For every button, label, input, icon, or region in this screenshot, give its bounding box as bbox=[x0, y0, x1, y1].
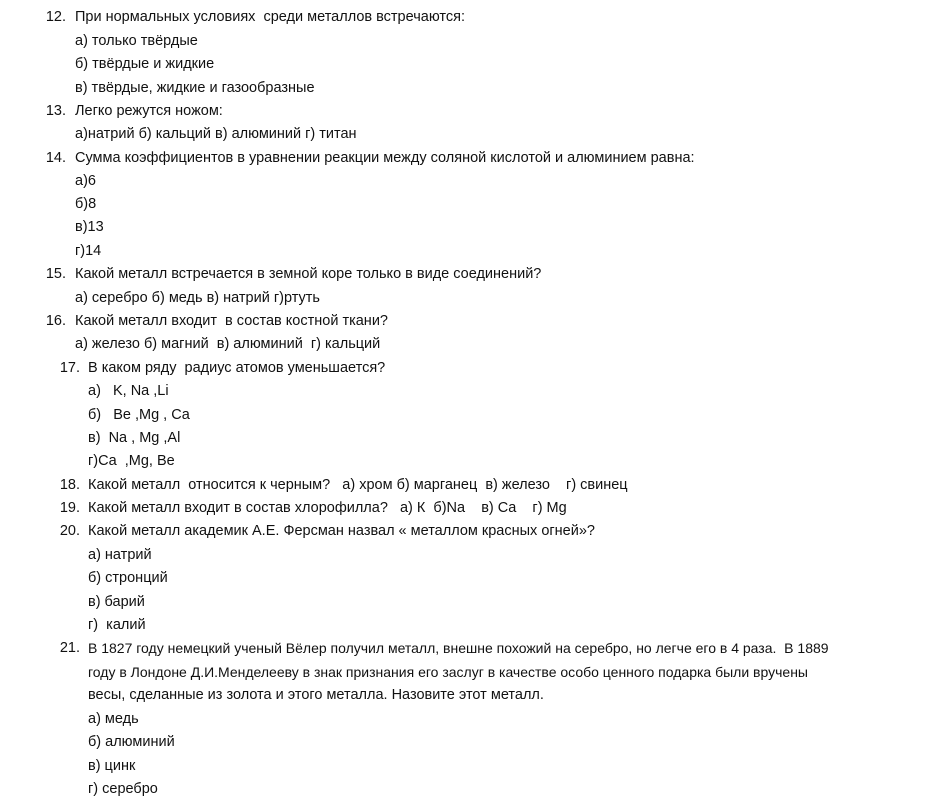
question-number: 14. bbox=[45, 150, 66, 166]
answer-option: в)13 bbox=[75, 219, 104, 235]
answer-option: б) стронций bbox=[88, 570, 168, 586]
question-number: 13. bbox=[45, 103, 66, 119]
answer-option: в) Na , Mg ,Al bbox=[88, 430, 181, 446]
question-number: 21. bbox=[59, 640, 80, 656]
answer-option: г)Ca ,Mg, Be bbox=[88, 453, 175, 469]
answer-option: г) калий bbox=[88, 617, 146, 633]
question-text: Легко режутся ножом: bbox=[75, 103, 223, 119]
answer-option: б) алюминий bbox=[88, 734, 175, 750]
question-text: Сумма коэффициентов в уравнении реакции между соляной кислотой и алюминием равна: bbox=[75, 150, 695, 166]
answer-option: б)8 bbox=[75, 196, 97, 212]
answer-option: а) медь bbox=[88, 711, 139, 727]
answer-option: в) цинк bbox=[88, 758, 136, 774]
answer-option: а) железо б) магний в) алюминий г) кальций bbox=[75, 336, 381, 352]
question-number: 20. bbox=[59, 523, 80, 539]
question-text: Какой металл академик А.Е. Ферсман назвал « металлом красных огней»? bbox=[88, 523, 595, 539]
answer-option: а)натрий б) кальций в) алюминий г) титан bbox=[75, 126, 357, 142]
question-text: Какой металл относится к черным? а) хром б) марганец в) железо г) свинец bbox=[88, 477, 628, 493]
question-number: 17. bbox=[59, 360, 80, 376]
question-number: 19. bbox=[59, 500, 80, 516]
answer-option: а) K, Na ,Li bbox=[88, 383, 169, 399]
answer-option: а) натрий bbox=[88, 547, 152, 563]
question-text: При нормальных условиях среди металлов встречаются: bbox=[75, 9, 465, 25]
answer-option: а)6 bbox=[75, 173, 96, 189]
answer-option: в) барий bbox=[88, 594, 145, 610]
question-number: 16. bbox=[45, 313, 66, 329]
question-text-line: В 1827 году немецкий ученый Вёлер получил металл, внешне похожий на серебро, но легче его в 4 раза. В 1889 bbox=[88, 640, 829, 656]
answer-option: г)14 bbox=[75, 243, 102, 259]
answer-option: а) только твёрдые bbox=[75, 33, 198, 49]
question-text: Какой металл входит в состав хлорофилла? а) К б)Na в) Ca г) Mg bbox=[88, 500, 567, 516]
question-number: 15. bbox=[45, 266, 66, 282]
answer-option: а) серебро б) медь в) натрий г)ртуть bbox=[75, 290, 320, 306]
answer-option: г) серебро bbox=[88, 781, 158, 797]
answer-option: б) твёрдые и жидкие bbox=[75, 56, 215, 72]
question-text: Какой металл встречается в земной коре только в виде соединений? bbox=[75, 266, 542, 282]
question-number: 12. bbox=[45, 9, 66, 25]
answer-option: б) Be ,Mg , Ca bbox=[88, 407, 190, 423]
question-text-line: весы, сделанные из золота и этого металла. Назовите этот металл. bbox=[88, 687, 544, 703]
question-text: В каком ряду радиус атомов уменьшается? bbox=[88, 360, 386, 376]
question-text: Какой металл входит в состав костной ткани? bbox=[75, 313, 388, 329]
question-number: 18. bbox=[59, 477, 80, 493]
answer-option: в) твёрдые, жидкие и газообразные bbox=[75, 80, 315, 96]
question-text-line: году в Лондоне Д.И.Менделееву в знак признания его заслуг в качестве особо ценного подарка были вручены bbox=[88, 664, 808, 680]
